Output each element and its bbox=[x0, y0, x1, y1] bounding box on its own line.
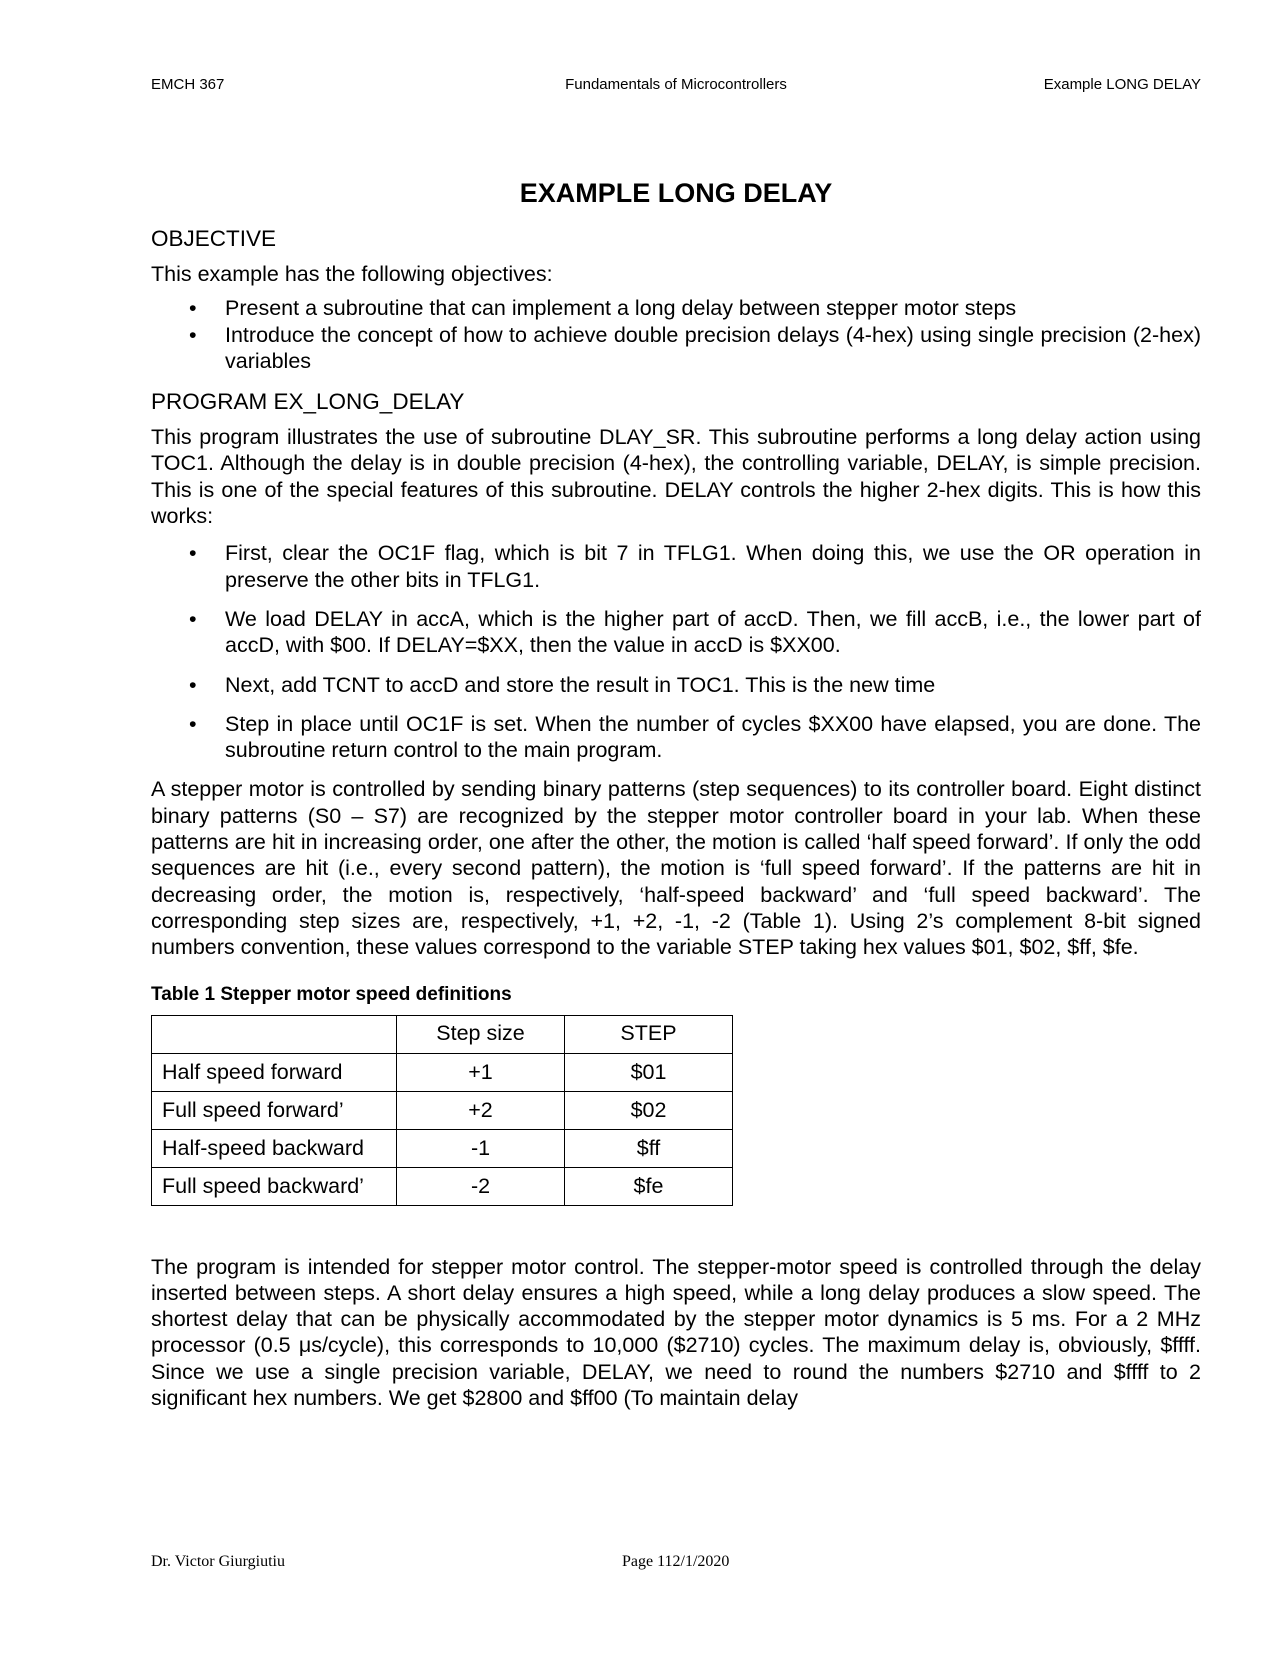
list-item bbox=[151, 606, 1201, 659]
program-steps-list bbox=[151, 540, 1201, 763]
bullet-text: Present a subroutine that can implement a long delay between stepper motor steps bbox=[225, 296, 1017, 321]
table-row bbox=[152, 1091, 733, 1129]
table-cell: Full speed backward’ bbox=[152, 1167, 397, 1205]
bullet-glyph: • bbox=[189, 606, 197, 631]
bullet-glyph: • bbox=[189, 296, 197, 321]
objective-heading: OBJECTIVE bbox=[151, 226, 277, 251]
bullet-text: Step in place until OC1F is set. When the number of cycles $XX00 have elapsed, you are done. The subroutine return control to the main program. bbox=[225, 711, 1201, 763]
table-row bbox=[152, 1129, 733, 1167]
table-cell: $01 bbox=[565, 1053, 733, 1091]
table-cell: $fe bbox=[565, 1167, 733, 1205]
footer-author: Dr. Victor Giurgiutiu bbox=[151, 1553, 285, 1570]
table-cell: Half-speed backward bbox=[152, 1129, 397, 1167]
footer-page-number: Page 112/1/2020 bbox=[622, 1553, 730, 1570]
stepper-speed-table bbox=[151, 1015, 733, 1206]
table-cell: $ff bbox=[565, 1129, 733, 1167]
bullet-text: First, clear the OC1F flag, which is bit 7 in TFLG1. When doing this, we use the OR operation in preserve the other bits in TFLG1. bbox=[225, 541, 1201, 592]
list-item bbox=[151, 540, 1201, 593]
table-cell: Full speed forward’ bbox=[152, 1091, 397, 1129]
list-item bbox=[151, 711, 1201, 764]
table-cell: Half speed forward bbox=[152, 1053, 397, 1091]
document-body bbox=[151, 176, 1201, 1419]
page-title: EXAMPLE LONG DELAY bbox=[519, 178, 833, 208]
table-header-cell: STEP bbox=[565, 1015, 733, 1053]
bullet-glyph: • bbox=[189, 672, 197, 697]
table-row bbox=[152, 1167, 733, 1205]
table-row bbox=[152, 1053, 733, 1091]
header-example-name: Example LONG DELAY bbox=[1043, 76, 1201, 93]
bullet-glyph: • bbox=[189, 541, 197, 566]
program-heading: PROGRAM EX_LONG_DELAY bbox=[151, 389, 465, 415]
closing-paragraph: The program is intended for stepper motor control. The stepper-motor speed is controlled through the delay inserted between steps. A short delay ensures a high speed, while a long delay produces a slow speed. The shortest delay that can be physically accommodated by the stepper motor dynamics is 5 ms. For a 2 MHz processor (0.5 μs/cycle), this corresponds to 10,000 ($2710) cycles. The maximum delay is, obviously, $ffff. Since we use a single precision variable, DELAY, we need to round the numbers $2710 and $ffff to 2 significant hex numbers. We get $2800 and $ff00 (To maintain delay bbox=[151, 1254, 1201, 1411]
header-course-title: Fundamentals of Microcontrollers bbox=[565, 76, 787, 93]
table-cell: -1 bbox=[397, 1129, 565, 1167]
stepper-motor-paragraph: A stepper motor is controlled by sending binary patterns (step sequences) to its controller board. Eight distinct binary patterns (S0 – S7) are recognized by the stepper motor controller board in your lab. When these patterns are hit in increasing order, one after the other, the motion is called ‘half speed forward’. If only the odd sequences are hit (i.e., every second pattern), the motion is ‘full speed forward’. If the patterns are hit in decreasing order, the motion is, respectively, ‘half-speed backward’ and ‘full speed backward’. The corresponding step sizes are, respectively, +1, +2, -1, -2 (Table 1). Using 2’s complement 8-bit signed numbers convention, these values correspond to the variable STEP taking hex values $01, $02, $ff, $fe. bbox=[151, 777, 1201, 960]
table-cell: +2 bbox=[397, 1091, 565, 1129]
list-item bbox=[151, 295, 1201, 321]
table-cell: -2 bbox=[397, 1167, 565, 1205]
program-intro: This program illustrates the use of subroutine DLAY_SR. This subroutine performs a long delay action using TOC1. Although the delay is in double precision (4-hex), the controlling variable, DELAY, is simple precision. This is one of the special features of this subroutine. DELAY controls the higher 2-hex digits. This is how this works: bbox=[151, 425, 1201, 529]
table-caption: Table 1 Stepper motor speed definitions bbox=[151, 983, 512, 1005]
table-header-cell: Step size bbox=[397, 1015, 565, 1053]
bullet-text: We load DELAY in accA, which is the higher part of accD. Then, we fill accB, i.e., the lower part of accD, with $00. If DELAY=$XX, then the value in accD is $XX00. bbox=[225, 606, 1201, 658]
table-cell: $02 bbox=[565, 1091, 733, 1129]
bullet-text: Next, add TCNT to accD and store the result in TOC1. This is the new time bbox=[225, 672, 936, 697]
page-header bbox=[151, 76, 1201, 96]
header-course-code: EMCH 367 bbox=[151, 76, 225, 93]
objective-intro: This example has the following objectives: bbox=[151, 262, 553, 286]
objective-bullet-list bbox=[151, 295, 1201, 374]
table-cell: +1 bbox=[397, 1053, 565, 1091]
list-item bbox=[151, 322, 1201, 375]
bullet-glyph: • bbox=[189, 711, 197, 736]
bullet-glyph: • bbox=[189, 322, 197, 347]
table-header-row bbox=[152, 1015, 733, 1053]
bullet-text: Introduce the concept of how to achieve double precision delays (4-hex) using single precision (2-hex) variables bbox=[225, 322, 1201, 373]
list-item bbox=[151, 672, 1201, 698]
table-header-cell bbox=[152, 1015, 397, 1053]
